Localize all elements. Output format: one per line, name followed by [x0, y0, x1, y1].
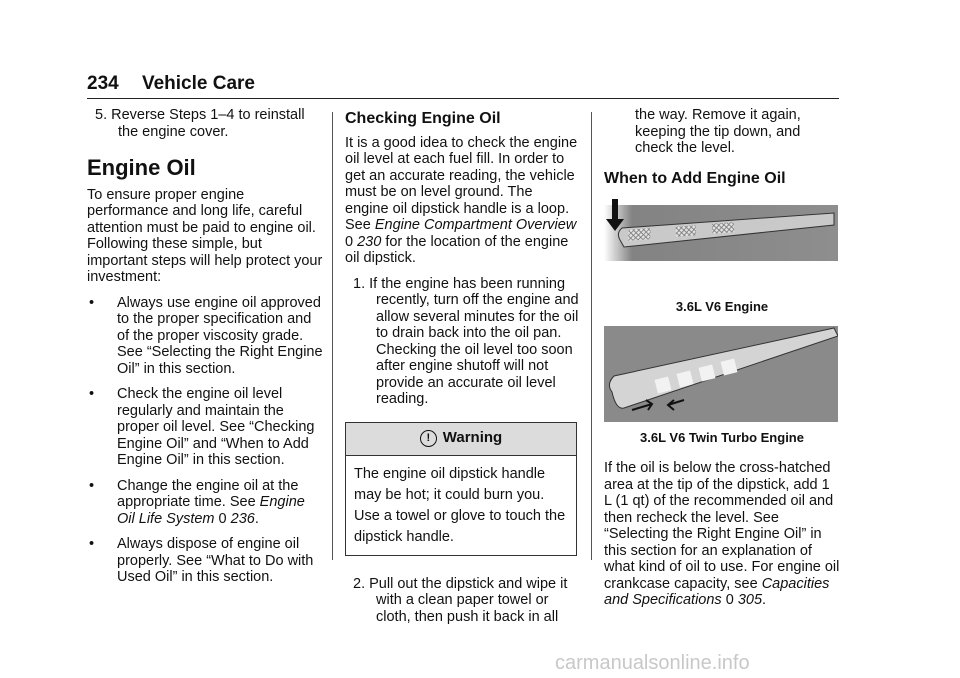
bullet-text-part: . [254, 510, 259, 527]
para-part: It is a good idea to check the engine oil level at each fuel fill. In order to get an accurate reading, the vehicle must be on level ground. The engine oil dipstick handle is a loop. See [345, 134, 578, 233]
bullet-text-part: Change the engine oil at the appropriate time. See [117, 477, 299, 510]
step-2-continuation: the way. Remove it again, keeping the tip down, and check the level. [635, 107, 801, 156]
warning-header [346, 423, 576, 456]
column-divider [332, 112, 333, 560]
bullet-text: Always use engine oil approved to the proper specification and of the proper viscosity grade. See “Selecting the Right Engine Oil” in this section. [117, 294, 323, 377]
when-to-add-heading: When to Add Engine Oil [604, 169, 786, 187]
header-rule [87, 98, 839, 99]
warning-title: Warning [442, 429, 503, 447]
page-number: 234 [87, 73, 119, 94]
bullet-glyph: • [89, 477, 95, 494]
step-5: 5. Reverse Steps 1–4 to reinstall the engine cover. [95, 107, 305, 140]
figure-caption: 3.6L V6 Twin Turbo Engine [640, 429, 804, 445]
column-3 [604, 107, 840, 618]
bullet-glyph: • [89, 294, 95, 311]
step-1: 1. If the engine has been running recently, turn off the engine and allow several minutes for the oil to drain back into the oil pan. Checking the oil level too soon after engine shutoff will not provide an accurate oil level reading. [353, 275, 579, 407]
warning-body: The engine oil dipstick handle may be hot; it could burn you. Use a towel or glove to touch the dipstick handle. [354, 465, 566, 545]
bullet-text: Always dispose of engine oil properly. See “What to Do with Used Oil” in this section. [117, 536, 314, 585]
checking-paragraph [345, 135, 579, 267]
page-ref-arrow: 0 [218, 510, 227, 527]
bullet-glyph: • [89, 386, 95, 402]
watermark: carmanualsonline.info [555, 652, 750, 674]
cross-reference-link[interactable]: Engine Oil Life System [117, 494, 305, 527]
section-title: Vehicle Care [141, 73, 256, 94]
column-2 [345, 107, 579, 634]
when-to-add-paragraph [604, 460, 840, 609]
dipstick-twin-turbo-illustration [604, 326, 838, 422]
column-1 [87, 107, 323, 595]
list-item [87, 536, 323, 586]
checking-engine-oil-heading: Checking Engine Oil [345, 110, 501, 127]
page-ref[interactable]: 305 [737, 592, 763, 608]
warning-icon: ! [420, 430, 437, 447]
list-item [87, 478, 323, 528]
list-item [87, 295, 323, 378]
page-ref-arrow: 0 [725, 592, 734, 608]
warning-box [345, 422, 577, 556]
cross-reference-link[interactable]: Capacities and Specifications [604, 575, 830, 608]
engine-oil-heading: Engine Oil [87, 155, 196, 180]
list-item [87, 386, 323, 469]
cross-reference-link[interactable]: Engine Compartment Overview [374, 217, 577, 233]
bullet-text: Check the engine oil level regularly and maintain the proper oil level. See “Checking Engine Oil” and “When to Add Engine Oil” in this section. [117, 386, 315, 468]
page-header [87, 73, 255, 95]
figure-caption: 3.6L V6 Engine [675, 299, 769, 314]
bullet-text [117, 478, 323, 528]
para-part: If the oil is below the cross-hatched area at the tip of the dipstick, add 1 L (1 qt) of the recommended oil and then recheck the level. See “Selecting the Right Engine Oil” in this section for an explanation of what kind of oil to use. For engine oil crankcase capacity, see [604, 460, 840, 592]
para-part: for the location of the engine oil dipstick. [345, 233, 569, 266]
engine-oil-intro: To ensure proper engine performance and long life, careful attention must be paid to engine oil. Following these simple, but important steps will help protect your investment: [87, 186, 323, 285]
step-2: 2. Pull out the dipstick and wipe it with a clean paper towel or cloth, then push it back in all [353, 575, 568, 625]
page-ref[interactable]: 236 [230, 510, 255, 527]
bullet-glyph: • [89, 536, 95, 552]
page-ref[interactable]: 230 [357, 233, 382, 250]
para-part: . [762, 592, 767, 608]
column-divider [591, 112, 592, 560]
dipstick-v6-illustration [604, 195, 838, 291]
page-ref-arrow: 0 [345, 233, 354, 250]
